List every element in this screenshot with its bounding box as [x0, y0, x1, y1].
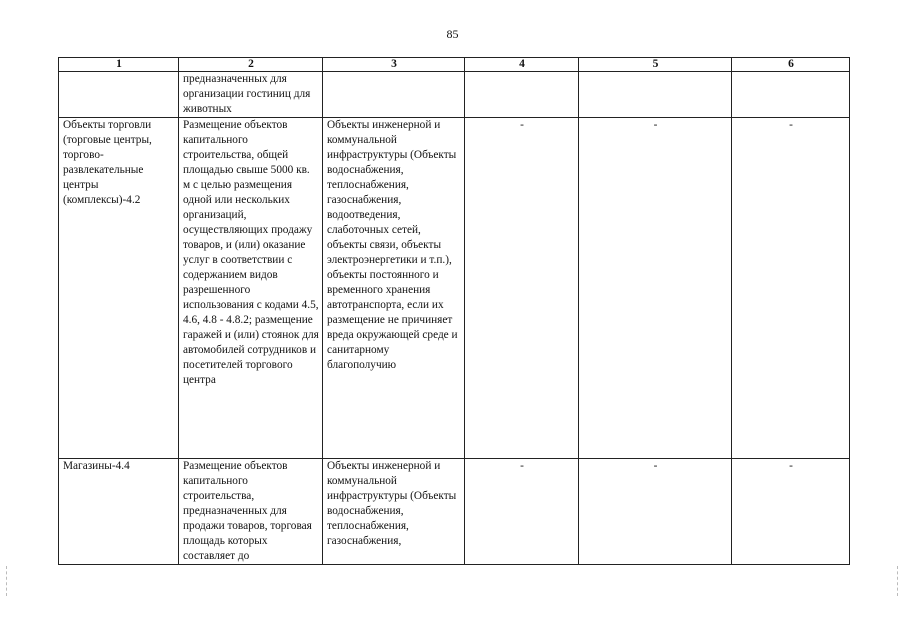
- table-row: [59, 72, 850, 118]
- cell-description: [179, 459, 323, 565]
- cell-text: предназначенных для организации гостиниц для животных: [183, 73, 311, 115]
- cell-col5: [579, 459, 732, 565]
- column-header-2: 2: [179, 58, 323, 72]
- cell-col5: [579, 72, 732, 118]
- cell-text: Объекты инженерной и коммунальной инфраструктуры (Объекты водоснабжения, теплоснабжения, газоснабжения,: [327, 460, 457, 547]
- cell-use-type: [59, 72, 179, 118]
- cell-auxiliary-uses: [323, 459, 465, 565]
- page-number: 85: [446, 27, 459, 41]
- cell-auxiliary-uses: [323, 72, 465, 118]
- cell-text: -: [653, 460, 658, 472]
- cell-col5: [579, 118, 732, 459]
- table-row: [59, 118, 850, 459]
- cell-text: -: [789, 119, 793, 131]
- column-header-1: 1: [59, 58, 179, 72]
- cell-use-type: [59, 118, 179, 459]
- column-header-4: 4: [465, 58, 579, 72]
- cell-col6: [732, 459, 850, 565]
- cell-text: Объекты торговли (торговые центры, торгово-развлекательные центры (комплексы)-4.2: [63, 119, 152, 206]
- scan-edge-mark-left: [6, 566, 8, 596]
- cell-text: -: [789, 460, 793, 472]
- column-header-3: 3: [323, 58, 465, 72]
- cell-description: [179, 72, 323, 118]
- column-header-5: 5: [579, 58, 732, 72]
- cell-use-type: [59, 459, 179, 565]
- zoning-table: [58, 57, 850, 565]
- cell-text: Размещение объектов капитального строительства, общей площадью свыше 5000 кв. м с целью размещения одной или нескольких организаций, осуществляющих продажу товаров, и (или) оказание услуг в соответствии с содержанием видов разрешенного использования с кодами 4.5, 4.6, 4.8 - 4.8.2; размещение гаражей и (или) стоянок для автомобилей сотрудников и посетителей торгового центра: [183, 119, 319, 386]
- cell-auxiliary-uses: [323, 118, 465, 459]
- table-row: [59, 459, 850, 565]
- cell-text: -: [653, 119, 658, 131]
- cell-col4: [465, 459, 579, 565]
- scan-edge-mark-right: [897, 566, 899, 596]
- cell-text: Магазины-4.4: [63, 460, 130, 472]
- cell-col6: [732, 72, 850, 118]
- cell-text: -: [520, 119, 524, 131]
- cell-text: Размещение объектов капитального строительства, предназначенных для продажи товаров, торговая площадь которых составляет до: [183, 460, 312, 562]
- cell-text: Объекты инженерной и коммунальной инфраструктуры (Объекты водоснабжения, теплоснабжения, газоснабжения, водоотведения, слаботочных сетей, объекты связи, объекты электроэнергетики и т.п.), объекты постоянного и временного хранения автотранспорта, если их размещение не причиняет вреда окружающей среде и санитарному благополучию: [327, 119, 458, 371]
- cell-col6: [732, 118, 850, 459]
- cell-text: -: [520, 460, 524, 472]
- cell-col4: [465, 72, 579, 118]
- column-header-6: 6: [732, 58, 850, 72]
- cell-description: [179, 118, 323, 459]
- table-header-row: [59, 58, 850, 72]
- cell-col4: [465, 118, 579, 459]
